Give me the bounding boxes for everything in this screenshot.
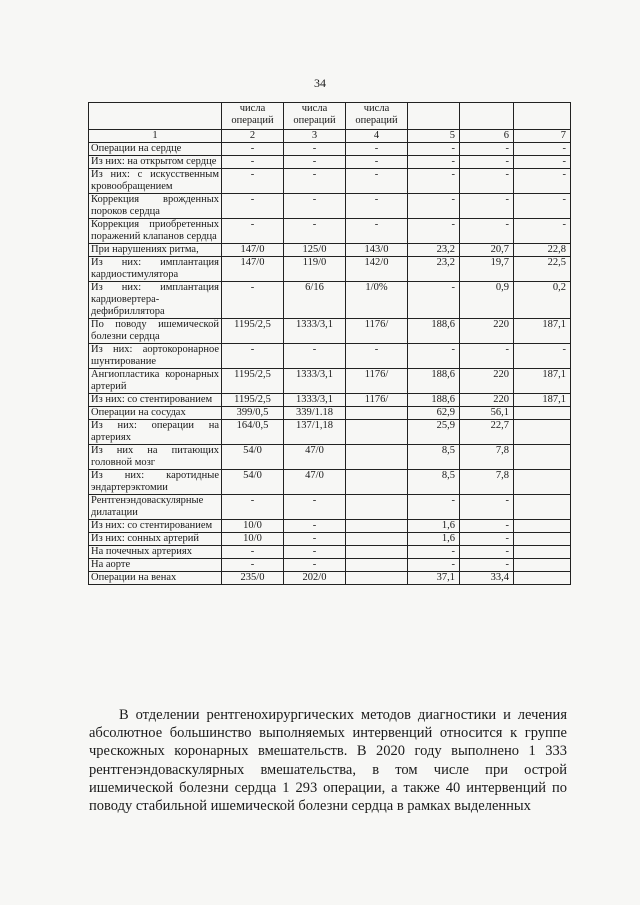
column-number-cell: 5 — [408, 130, 460, 143]
row-label-cell: Ангиопластика коронарных артерий — [89, 369, 222, 394]
value-cell: 22,5 — [514, 257, 571, 282]
row-label-cell: Из них на питающих головной мозг — [89, 445, 222, 470]
table-header-row — [89, 103, 571, 130]
value-cell: - — [408, 156, 460, 169]
value-cell: - — [460, 546, 514, 559]
header-cell — [89, 103, 222, 130]
table-row — [89, 470, 571, 495]
value-cell: - — [460, 520, 514, 533]
row-label-cell: Из них: с искусственным кровообращением — [89, 169, 222, 194]
value-cell: - — [222, 194, 284, 219]
value-cell — [514, 572, 571, 585]
table-row — [89, 495, 571, 520]
value-cell: - — [408, 194, 460, 219]
value-cell: 220 — [460, 319, 514, 344]
column-number-cell: 1 — [89, 130, 222, 143]
value-cell: 23,2 — [408, 244, 460, 257]
value-cell: - — [284, 156, 346, 169]
value-cell: 54/0 — [222, 445, 284, 470]
value-cell: 119/0 — [284, 257, 346, 282]
value-cell: - — [460, 219, 514, 244]
value-cell: - — [514, 169, 571, 194]
value-cell — [346, 572, 408, 585]
value-cell: 1333/3,1 — [284, 369, 346, 394]
row-label-cell: Операции на венах — [89, 572, 222, 585]
header-cell: числа операций — [284, 103, 346, 130]
table-row — [89, 257, 571, 282]
table-row — [89, 194, 571, 219]
table-row — [89, 520, 571, 533]
value-cell: 33,4 — [460, 572, 514, 585]
value-cell — [514, 470, 571, 495]
value-cell: 220 — [460, 369, 514, 394]
paragraph-text: В отделении рентгенохирургических методов диагностики и лечения абсолютное большинство выполняемых интервенций относится к группе чрескожных коронарных вмешательств. В 2020 году выполнено 1 333 рентгенэндоваскулярных вмешательства, в том числе при острой ишемической болезни сердца 1 293 операции, а также 40 интервенций по поводу стабильной ишемической болезни сердца в рамках выделенных — [89, 707, 567, 815]
value-cell: 1,6 — [408, 533, 460, 546]
value-cell: 1195/2,5 — [222, 394, 284, 407]
value-cell: - — [222, 559, 284, 572]
table-row — [89, 319, 571, 344]
value-cell — [514, 546, 571, 559]
column-number-cell: 4 — [346, 130, 408, 143]
row-label-cell: Коррекция приобретенных поражений клапанов сердца — [89, 219, 222, 244]
value-cell: - — [408, 495, 460, 520]
value-cell — [514, 520, 571, 533]
value-cell — [514, 533, 571, 546]
value-cell — [346, 470, 408, 495]
value-cell: - — [346, 143, 408, 156]
value-cell: 164/0,5 — [222, 420, 284, 445]
value-cell: - — [222, 546, 284, 559]
value-cell: 7,8 — [460, 470, 514, 495]
value-cell — [514, 407, 571, 420]
value-cell: - — [284, 143, 346, 156]
value-cell: 202/0 — [284, 572, 346, 585]
row-label-cell: Операции на сердце — [89, 143, 222, 156]
value-cell: 188,6 — [408, 394, 460, 407]
row-label-cell: Из них: сонных артерий — [89, 533, 222, 546]
value-cell: - — [460, 495, 514, 520]
value-cell: 7,8 — [460, 445, 514, 470]
value-cell: 142/0 — [346, 257, 408, 282]
value-cell: - — [222, 169, 284, 194]
table-row — [89, 156, 571, 169]
header-cell: числа операций — [346, 103, 408, 130]
table-row — [89, 394, 571, 407]
value-cell — [514, 559, 571, 572]
value-cell: - — [460, 143, 514, 156]
value-cell: 6/16 — [284, 282, 346, 319]
value-cell: 339/1.18 — [284, 407, 346, 420]
table-row — [89, 407, 571, 420]
row-label-cell: Коррекция врожденных пороков сердца — [89, 194, 222, 219]
value-cell: - — [408, 559, 460, 572]
row-label-cell: Из них: со стентированием — [89, 520, 222, 533]
value-cell: - — [460, 533, 514, 546]
column-number-cell: 6 — [460, 130, 514, 143]
table-row — [89, 572, 571, 585]
value-cell: - — [460, 194, 514, 219]
value-cell: 47/0 — [284, 470, 346, 495]
value-cell: - — [346, 219, 408, 244]
row-label-cell: По поводу ишемической болезни сердца — [89, 319, 222, 344]
value-cell — [514, 445, 571, 470]
value-cell: 125/0 — [284, 244, 346, 257]
value-cell: 0,9 — [460, 282, 514, 319]
value-cell: - — [222, 344, 284, 369]
value-cell — [346, 407, 408, 420]
value-cell: - — [460, 344, 514, 369]
value-cell: - — [514, 219, 571, 244]
value-cell: - — [408, 143, 460, 156]
value-cell: 1195/2,5 — [222, 319, 284, 344]
value-cell: 1176/ — [346, 319, 408, 344]
table-row — [89, 546, 571, 559]
value-cell: 187,1 — [514, 319, 571, 344]
value-cell: 147/0 — [222, 257, 284, 282]
value-cell: 56,1 — [460, 407, 514, 420]
value-cell: 188,6 — [408, 319, 460, 344]
value-cell: - — [514, 143, 571, 156]
value-cell: 62,9 — [408, 407, 460, 420]
value-cell — [514, 495, 571, 520]
table-row — [89, 533, 571, 546]
value-cell: 23,2 — [408, 257, 460, 282]
value-cell: 137/1,18 — [284, 420, 346, 445]
value-cell: 188,6 — [408, 369, 460, 394]
value-cell: 1176/ — [346, 369, 408, 394]
table-row — [89, 420, 571, 445]
value-cell: - — [284, 219, 346, 244]
value-cell: 0,2 — [514, 282, 571, 319]
value-cell: - — [460, 559, 514, 572]
value-cell: 8,5 — [408, 445, 460, 470]
row-label-cell: Из них: со стентированием — [89, 394, 222, 407]
value-cell: 8,5 — [408, 470, 460, 495]
value-cell: 1195/2,5 — [222, 369, 284, 394]
row-label-cell: Из них: имплантация кардиовертера-дефибриллятора — [89, 282, 222, 319]
row-label-cell: Из них: на открытом сердце — [89, 156, 222, 169]
value-cell: 235/0 — [222, 572, 284, 585]
value-cell — [346, 420, 408, 445]
table-row — [89, 369, 571, 394]
value-cell: 20,7 — [460, 244, 514, 257]
value-cell: 10/0 — [222, 533, 284, 546]
value-cell: 399/0,5 — [222, 407, 284, 420]
column-number-cell: 3 — [284, 130, 346, 143]
row-label-cell: Операции на сосудах — [89, 407, 222, 420]
value-cell: 25,9 — [408, 420, 460, 445]
value-cell: - — [408, 219, 460, 244]
row-label-cell: На почечных артериях — [89, 546, 222, 559]
table-row — [89, 559, 571, 572]
header-cell — [514, 103, 571, 130]
header-cell — [408, 103, 460, 130]
value-cell: - — [284, 344, 346, 369]
value-cell: 19,7 — [460, 257, 514, 282]
value-cell: - — [460, 169, 514, 194]
value-cell: - — [284, 559, 346, 572]
value-cell: - — [222, 495, 284, 520]
table-row — [89, 219, 571, 244]
row-label-cell: При нарушениях ритма, — [89, 244, 222, 257]
value-cell: 1333/3,1 — [284, 394, 346, 407]
value-cell: 1,6 — [408, 520, 460, 533]
value-cell: 22,8 — [514, 244, 571, 257]
row-label-cell: Из них: операции на артериях — [89, 420, 222, 445]
value-cell: - — [408, 344, 460, 369]
value-cell: - — [284, 169, 346, 194]
value-cell: - — [346, 169, 408, 194]
row-label-cell: Из них: имплантация кардиостимулятора — [89, 257, 222, 282]
table-row — [89, 282, 571, 319]
body-paragraph — [89, 706, 567, 815]
value-cell: 37,1 — [408, 572, 460, 585]
value-cell: - — [284, 495, 346, 520]
value-cell: - — [408, 169, 460, 194]
row-label-cell: На аорте — [89, 559, 222, 572]
table-row — [89, 445, 571, 470]
value-cell — [346, 520, 408, 533]
value-cell: 1176/ — [346, 394, 408, 407]
value-cell: - — [514, 194, 571, 219]
value-cell — [346, 533, 408, 546]
value-cell: - — [222, 156, 284, 169]
value-cell — [514, 420, 571, 445]
value-cell: - — [460, 156, 514, 169]
value-cell: 10/0 — [222, 520, 284, 533]
table-row — [89, 143, 571, 156]
value-cell: - — [284, 194, 346, 219]
table-column-numbers — [89, 130, 571, 143]
value-cell: 1/0% — [346, 282, 408, 319]
page-number: 34 — [314, 76, 326, 90]
value-cell: - — [346, 194, 408, 219]
value-cell: 187,1 — [514, 369, 571, 394]
value-cell: 147/0 — [222, 244, 284, 257]
value-cell: 47/0 — [284, 445, 346, 470]
value-cell: 187,1 — [514, 394, 571, 407]
value-cell: 54/0 — [222, 470, 284, 495]
table-row — [89, 344, 571, 369]
value-cell: 22,7 — [460, 420, 514, 445]
row-label-cell: Из них: аортокоронарное шунтирование — [89, 344, 222, 369]
value-cell: - — [284, 533, 346, 546]
operations-table — [88, 102, 571, 585]
value-cell: 143/0 — [346, 244, 408, 257]
header-cell: числа операций — [222, 103, 284, 130]
value-cell: - — [346, 344, 408, 369]
value-cell: - — [284, 546, 346, 559]
value-cell — [346, 495, 408, 520]
value-cell: 1333/3,1 — [284, 319, 346, 344]
column-number-cell: 7 — [514, 130, 571, 143]
value-cell: - — [514, 156, 571, 169]
value-cell: - — [514, 344, 571, 369]
table-row — [89, 169, 571, 194]
value-cell: - — [408, 282, 460, 319]
value-cell: - — [408, 546, 460, 559]
header-cell — [460, 103, 514, 130]
value-cell — [346, 546, 408, 559]
row-label-cell: Из них: каротидные эндартерэктомии — [89, 470, 222, 495]
value-cell — [346, 559, 408, 572]
column-number-cell: 2 — [222, 130, 284, 143]
row-label-cell: Рентгенэндоваскулярные дилатации — [89, 495, 222, 520]
table-row — [89, 244, 571, 257]
value-cell: - — [346, 156, 408, 169]
value-cell: - — [222, 219, 284, 244]
value-cell — [346, 445, 408, 470]
value-cell: - — [284, 520, 346, 533]
value-cell: 220 — [460, 394, 514, 407]
value-cell: - — [222, 143, 284, 156]
value-cell: - — [222, 282, 284, 319]
